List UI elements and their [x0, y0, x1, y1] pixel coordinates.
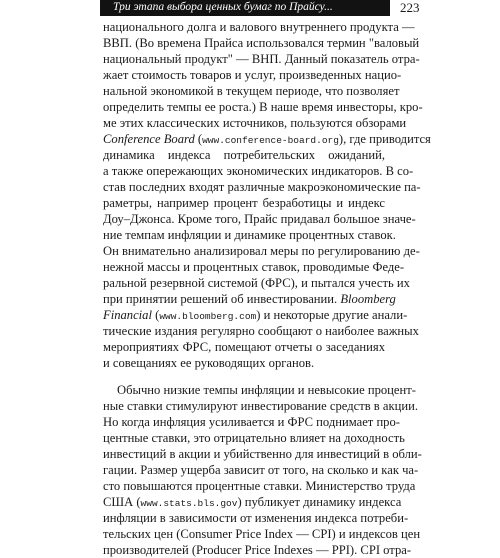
text-line: ВВП. (Во времена Прайса использовался термин "валовый [103, 36, 420, 50]
text-line: нальной экономикой в текущем периоде, что позволяет [103, 84, 400, 98]
text-line: ральной резервной системой (ФРС), и пытался учесть их [103, 276, 410, 290]
url-conference-board: www.conference-board.org [202, 135, 339, 146]
text-line: став последних входят различные макроэкономические па- [103, 180, 421, 194]
text-line: и совещаниях ее руководящих органов. [103, 356, 315, 370]
text-line: Доу–Джонса. Кроме того, Прайс придавал большое значе- [103, 212, 416, 226]
publication-name: Conference Board [103, 132, 195, 146]
url-bls: www.stats.bls.gov [140, 498, 238, 509]
paragraph-2 [103, 382, 422, 558]
paragraph-1 [103, 19, 431, 371]
text-line: тельских цен (Consumer Price Index — CPI) и индексов цен [103, 527, 421, 541]
text-line: раметры, например процент безработицы и индекс [103, 196, 385, 210]
text-line: Но когда инфляция усиливается и ФРС поднимает про- [103, 415, 400, 429]
text-line: инвестиций в акции и убийственно для инвестиций в обли- [103, 447, 422, 461]
text-line: Financial (www.bloomberg.com) и некоторые другие анали- [103, 308, 408, 322]
text-line: ные ставки стимулируют инвестирование средств в акции. [103, 399, 418, 413]
publication-name: Financial [103, 308, 152, 322]
text-line: Обычно низкие темпы инфляции и невысокие процент- [117, 383, 416, 397]
text-line: тические издания регулярно сообщают о наиболее важных [103, 324, 419, 338]
text-line: при принятии решений об инвестировании. Bloomberg [103, 292, 396, 306]
text-line: национальный продукт" — ВНП. Данный показатель отра- [103, 52, 420, 66]
text-line: национального долга и валового внутреннего продукта — [103, 20, 415, 34]
page-number: 223 [400, 0, 420, 15]
running-header-title: Три этапа выбора ценных бумаг по Прайсу... [113, 1, 333, 13]
paragraph-gap [103, 371, 385, 382]
text-line: сто повышаются процентные ставки. Министерство труда [103, 479, 416, 493]
page-body [103, 19, 431, 558]
text-line: нежной массы и процентных ставок, проводимые Феде- [103, 260, 405, 274]
text-line: жает стоимость товаров и услуг, произведенных нацио- [103, 68, 402, 82]
text-line: центные ставки, это отрицательно влияет на доходность [103, 431, 405, 445]
text-line: Он внимательно анализировал меры по регулированию де- [103, 244, 420, 258]
text-line: ние темпам инфляции и динамике процентных ставок. [103, 228, 396, 242]
text-line: производителей (Producer Price Indexes — PPI). CPI отра- [103, 543, 412, 557]
text-line: динамика индекса потребительских ожиданий, [103, 148, 385, 162]
url-bloomberg: www.bloomberg.com [159, 311, 257, 322]
text-line: ме этих классических источников, пользуются обзорами [103, 116, 407, 130]
text-line: инфляции в зависимости от изменения индекса потреби- [103, 511, 409, 525]
text-line: Conference Board (www.conference-board.org), где приводится [103, 132, 431, 146]
text-line: а также опережающих экономических индикаторов. В со- [103, 164, 414, 178]
text-line: США (www.stats.bls.gov) публикует динамику индекса [103, 495, 402, 509]
publication-name: Bloomberg [340, 292, 396, 306]
text-line: мероприятиях ФРС, помещают отчеты о заседаниях [103, 340, 385, 354]
text-line: гации. Размер ущерба зависит от того, на сколько и как ча- [103, 463, 419, 477]
text-line: определить темпы ее роста.) В наше время инвесторы, кро- [103, 100, 423, 114]
